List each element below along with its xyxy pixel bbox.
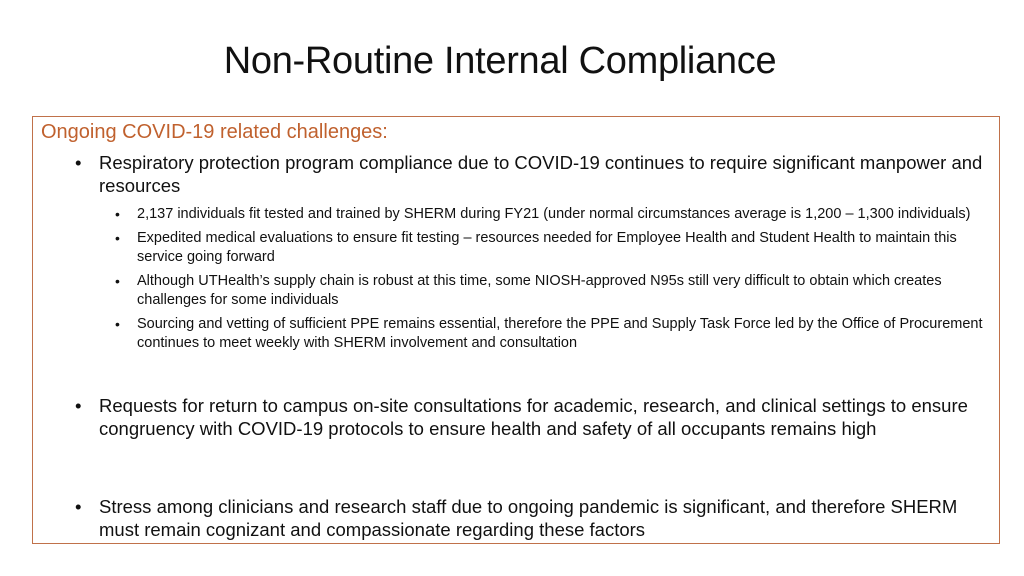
bullet-list bbox=[75, 394, 985, 440]
list-item-text: Respiratory protection program compliance due to COVID-19 continues to require significant manpower and resources bbox=[99, 152, 983, 196]
bullet-list bbox=[75, 495, 985, 541]
bullet-icon: • bbox=[75, 496, 82, 517]
sub-list-item-text: 2,137 individuals fit tested and trained by SHERM during FY21 (under normal circumstances average is 1,200 – 1,300 individuals) bbox=[137, 206, 971, 222]
sub-list-item bbox=[115, 272, 985, 310]
sub-list-item-text: Expedited medical evaluations to ensure fit testing – resources needed for Employee Health and Student Health to maintain this service going forward bbox=[137, 230, 957, 265]
bullet-icon: • bbox=[115, 273, 120, 289]
bullet-list bbox=[75, 151, 985, 358]
bullet-icon: • bbox=[75, 395, 82, 416]
content-box bbox=[32, 116, 1000, 544]
slide-title: Non-Routine Internal Compliance bbox=[223, 40, 777, 82]
sub-list-item bbox=[115, 315, 985, 353]
box-heading: Ongoing COVID-19 related challenges: bbox=[41, 121, 388, 143]
list-item bbox=[75, 151, 985, 353]
sub-list-item-text: Sourcing and vetting of sufficient PPE remains essential, therefore the PPE and Supply Task Force led by the Office of Procurement continues to meet weekly with SHERM involvement and consultation bbox=[137, 316, 983, 351]
bullet-icon: • bbox=[75, 152, 82, 173]
bullet-icon: • bbox=[115, 230, 120, 246]
bullet-icon: • bbox=[115, 206, 120, 222]
bullet-icon: • bbox=[115, 316, 120, 332]
sub-list-item bbox=[115, 205, 985, 224]
list-item bbox=[75, 394, 985, 440]
list-item bbox=[75, 495, 985, 541]
sub-bullet-list bbox=[115, 205, 985, 353]
list-item-text: Stress among clinicians and research staff due to ongoing pandemic is significant, and therefore SHERM must remain cognizant and compassionate regarding these factors bbox=[99, 496, 958, 540]
sub-list-item-text: Although UTHealth’s supply chain is robust at this time, some NIOSH-approved N95s still very difficult to obtain which creates challenges for some individuals bbox=[137, 273, 942, 308]
list-item-text: Requests for return to campus on-site consultations for academic, research, and clinical settings to ensure congruency with COVID-19 protocols to ensure health and safety of all occupants remains high bbox=[99, 395, 968, 439]
sub-list-item bbox=[115, 229, 985, 267]
